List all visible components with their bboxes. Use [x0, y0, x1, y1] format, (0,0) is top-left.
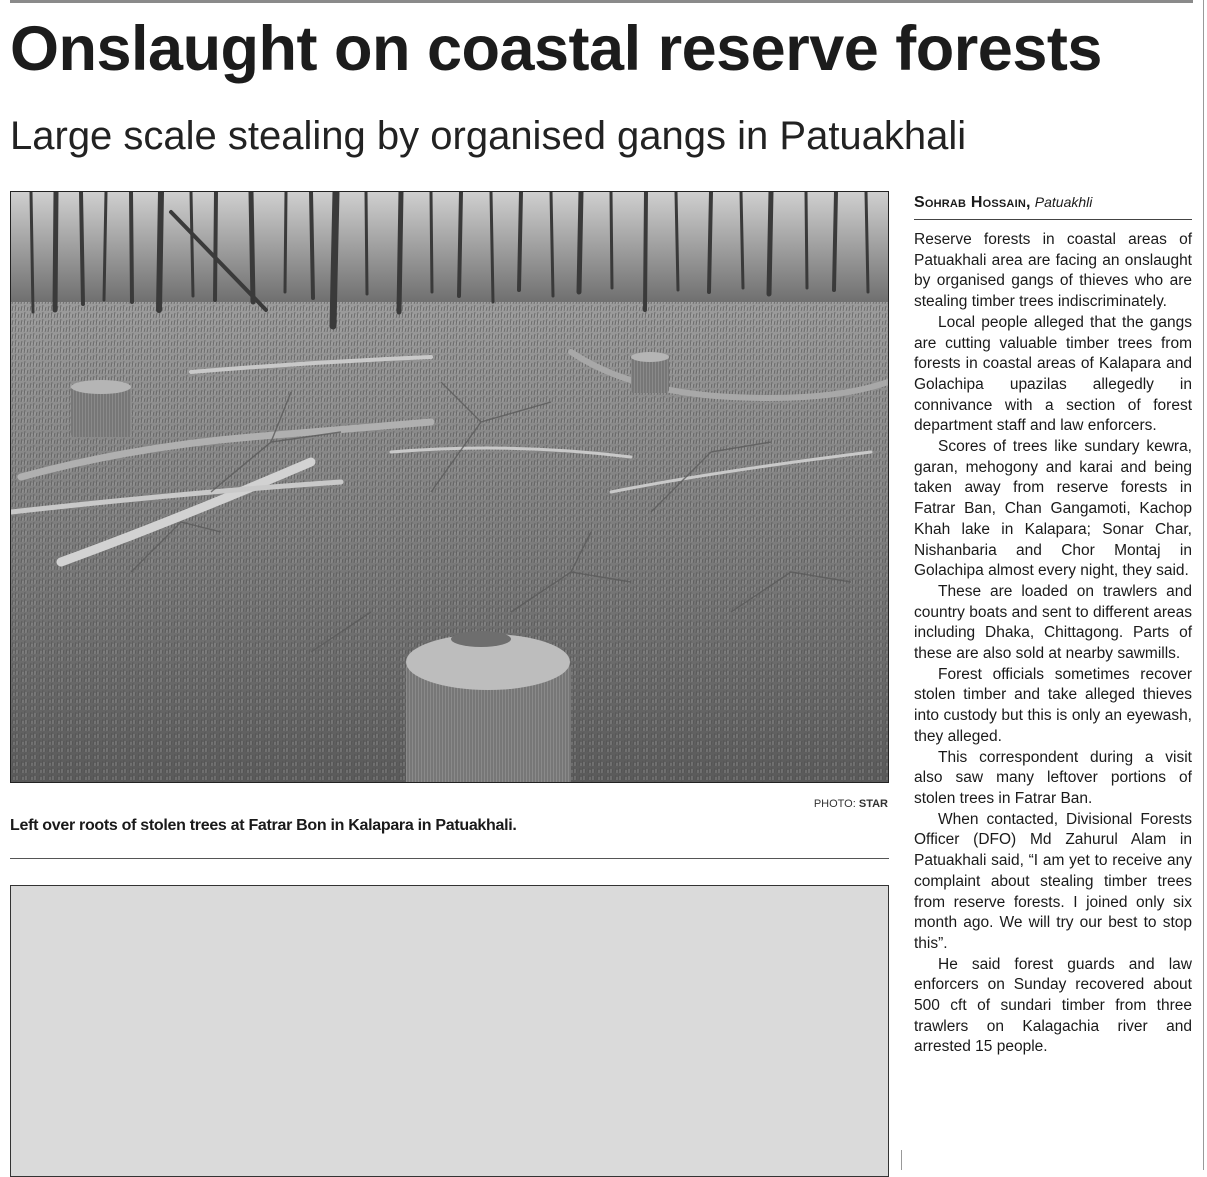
- photo-caption: Left over roots of stolen trees at Fatrar Bon in Kalapara in Patuakhali.: [10, 817, 517, 834]
- paragraph: He said forest guards and law enforcers on Sunday recovered about 500 cft of sundari timber from three trawlers on Kalagachia river and arrested 15 people.: [914, 955, 1192, 1056]
- forest-stumps-image: [11, 192, 888, 782]
- paragraph: These are loaded on trawlers and country boats and sent to different areas including Dhaka, Chittagong. Parts of these are also sold at nearby sawmills.: [914, 582, 1192, 663]
- article-body: [914, 230, 1192, 1058]
- author-location: Patuakhli: [1034, 194, 1093, 210]
- blank-ad-space: [10, 885, 889, 1177]
- byline: [914, 192, 1192, 220]
- paragraph: This correspondent during a visit also saw many leftover portions of stolen trees in Fatrar Ban.: [914, 748, 1192, 807]
- paragraph: Scores of trees like sundary kewra, garan, mehogony and karai and being taken away from reserve forests in Fatrar Ban, Chan Gangamoti, Kachop Khah lake in Kalapara; Sonar Char, Nishanbaria and Chor Montaj in Golachipa almost every night, they said.: [914, 438, 1192, 580]
- top-rule: [10, 0, 1193, 3]
- photo-credit-source: STAR: [858, 798, 888, 810]
- photo-credit-label: PHOTO:: [813, 798, 856, 810]
- paragraph: Forest officials sometimes recover stolen timber and take alleged thieves into custody but this is only an eyewash, they alleged.: [914, 665, 1192, 745]
- photo-credit: [814, 798, 888, 810]
- paragraph: When contacted, Divisional Forests Officer (DFO) Md Zahurul Alam in Patuakhali said, “I am yet to receive any complaint about stealing timber trees from reserve forests. I joined only six month ago. We will try our best to stop this”.: [914, 810, 1192, 952]
- paragraph: Local people alleged that the gangs are cutting valuable timber trees from forests in coastal areas of Kalapara and Golachipa upazilas allegedly in connivance with a section of forest department staff and law enforcers.: [914, 313, 1192, 435]
- paragraph: Reserve forests in coastal areas of Patuakhali area are facing an onslaught by organised gangs of thieves who are stealing timber trees indiscriminately.: [914, 231, 1192, 311]
- news-photo: [10, 191, 889, 783]
- subheadline: Large scale stealing by organised gangs in Patuakhali: [10, 114, 967, 158]
- headline: Onslaught on coastal reserve forests: [10, 14, 1102, 84]
- caption-rule: [10, 858, 889, 859]
- page-edge-rule: [1203, 0, 1204, 1170]
- column-divider: [901, 1150, 902, 1170]
- author-name: Sohrab Hossain,: [914, 194, 1031, 211]
